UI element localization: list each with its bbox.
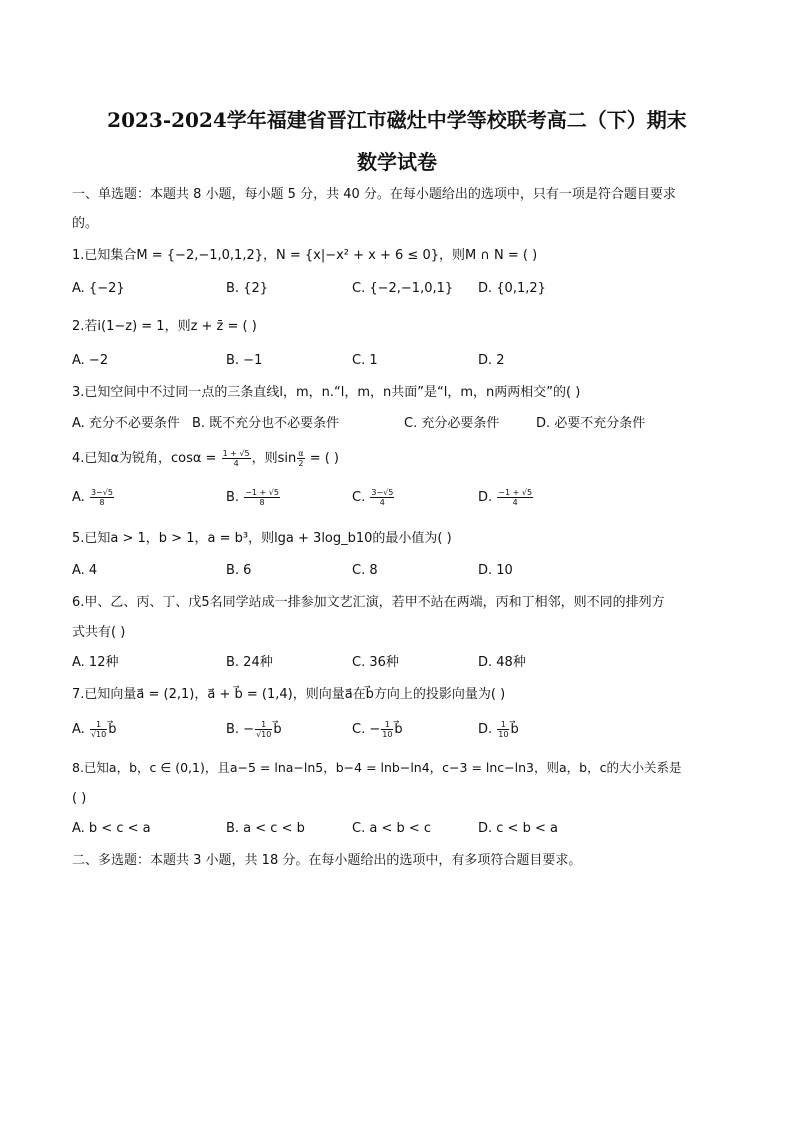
q3-option-d: D. 必要不充分条件 — [536, 416, 646, 431]
q3-stem: 3.已知空间中不过同一点的三条直线l，m，n.“l，m，n共面”是“l，m，n两两相交”的( ) — [72, 385, 581, 400]
q5-option-b: B. 6 — [226, 563, 252, 578]
q4-cos-fraction: $\frac{1 + √5}{4}$ — [222, 449, 250, 468]
section2-header: 二、多选题：本题共 3 小题，共 18 分。在每小题给出的选项中，有多项符合题目要求。 — [72, 853, 582, 868]
q5-option-a: A. 4 — [72, 563, 98, 578]
q2-option-a: A. −2 — [72, 353, 109, 368]
q6-stem: 6.甲、乙、丙、丁、戊5名同学站成一排参加文艺汇演，若甲不站在两端，丙和丁相邻，则不同的排列方 — [72, 595, 665, 610]
q4-half-angle-fraction: $\frac{\alpha}{2}$ — [298, 449, 304, 468]
q6-option-a: A. 12种 — [72, 655, 119, 670]
q8-option-a: A. b < c < a — [72, 821, 151, 836]
q5-option-c: C. 8 — [352, 563, 378, 578]
q4-option-c: C. $\frac{3-√5}{4}$ — [352, 488, 394, 507]
q8-option-b: B. a < c < b — [226, 821, 305, 836]
q2-stem: 2.若i(1−z) = 1，则z + z̄ = ( ) — [72, 319, 257, 334]
q6-option-c: C. 36种 — [352, 655, 399, 670]
q1-option-c: C. {−2,−1,0,1} — [352, 281, 454, 296]
q4-option-a: A. $\frac{3-√5}{8}$ — [72, 488, 113, 507]
q3-option-b: B. 既不充分也不必要条件 — [192, 416, 340, 431]
q7-option-c: C. − $\frac{1}{10}$ b⃗ — [352, 720, 403, 739]
q7-stem: 7.已知向量a⃗ = (2,1)，a⃗ + b⃗ = (1,4)，则向量a⃗在b⃗方向上的投影向量为( ) — [72, 687, 506, 702]
q8-option-c: C. a < b < c — [352, 821, 432, 836]
q3-option-a: A. 充分不必要条件 — [72, 416, 180, 431]
q1-option-d: D. {0,1,2} — [478, 281, 546, 296]
q8-stem-cont: ( ) — [72, 791, 87, 806]
q7-option-b: B. − $\frac{1}{√10}$ b⃗ — [226, 720, 282, 739]
q1-stem: 1.已知集合M = {−2,−1,0,1,2}，N = {x|−x² + x + 6 ≤ 0}，则M ∩ N = ( ) — [72, 248, 538, 263]
q6-stem-cont: 式共有( ) — [72, 625, 126, 640]
q2-option-d: D. 2 — [478, 353, 505, 368]
q8-stem: 8.已知a，b，c ∈ (0,1)，且a−5 = lna−ln5，b−4 = lnb−ln4，c−3 = lnc−ln3，则a，b，c的大小关系是 — [72, 760, 682, 775]
page-title-line2: 数学试卷 — [357, 150, 437, 174]
page-title-line1: 2023-2024学年福建省晋江市磁灶中学等校联考高二（下）期末 — [107, 108, 687, 132]
section1-header-cont: 的。 — [72, 216, 99, 231]
q6-option-b: B. 24种 — [226, 655, 273, 670]
q7-option-d: D. $\frac{1}{10}$ b⃗ — [478, 720, 519, 739]
q7-option-a: A. $\frac{1}{√10}$ b⃗ — [72, 720, 117, 739]
q8-option-d: D. c < b < a — [478, 821, 558, 836]
q6-option-d: D. 48种 — [478, 655, 526, 670]
q5-stem: 5.已知a > 1，b > 1，a = b³，则lga + 3log_b10的最小值为( ) — [72, 531, 452, 546]
q4-option-b: B. $\frac{-1 + √5}{8}$ — [226, 488, 279, 507]
q4-stem: 4.已知α为锐角，cosα = $\frac{1 + √5}{4}$ ，则sin $\frac{\alpha}{2}$ = ( ) — [72, 449, 339, 468]
q1-option-b: B. {2} — [226, 281, 268, 296]
section1-header: 一、单选题：本题共 8 小题，每小题 5 分，共 40 分。在每小题给出的选项中，只有一项是符合题目要求 — [72, 187, 676, 202]
q2-option-b: B. −1 — [226, 353, 263, 368]
q5-option-d: D. 10 — [478, 563, 513, 578]
q2-option-c: C. 1 — [352, 353, 378, 368]
q4-option-d: D. $\frac{-1 + √5}{4}$ — [478, 488, 533, 507]
q1-option-a: A. {−2} — [72, 281, 125, 296]
q3-option-c: C. 充分必要条件 — [404, 416, 500, 431]
